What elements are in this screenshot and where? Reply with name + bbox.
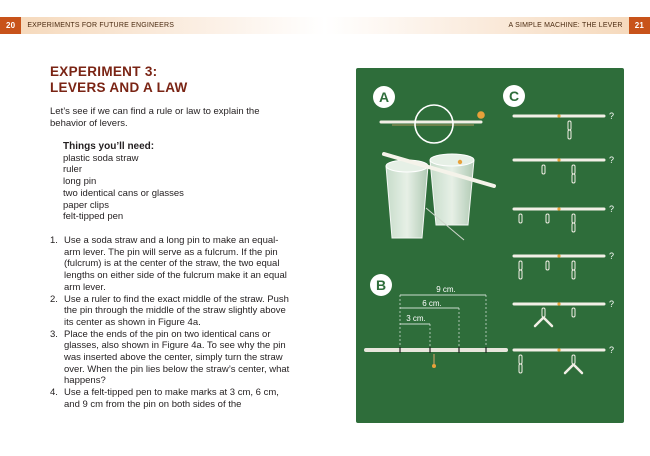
dimension-9cm-label: 9 cm.	[436, 285, 456, 294]
paper-clip-icon	[572, 165, 575, 174]
fulcrum-pin-head	[557, 254, 560, 257]
paper-clip-icon	[519, 270, 522, 279]
paper-clip-icon	[572, 261, 575, 270]
paper-clip-icon	[572, 214, 575, 223]
figure-4-illustration	[356, 68, 624, 423]
question-mark: ?	[609, 251, 615, 261]
paper-clip-icon	[572, 223, 575, 232]
procedure-step	[50, 329, 290, 388]
fulcrum-pin-head	[557, 348, 560, 351]
material-item: long pin	[63, 176, 97, 188]
paper-clip-icon	[572, 174, 575, 183]
question-mark: ?	[609, 155, 615, 165]
panel-b	[366, 274, 506, 368]
materials-list	[63, 141, 184, 223]
material-item: plastic soda straw	[63, 152, 139, 164]
paper-clip-icon	[568, 121, 571, 130]
intro-paragraph: Let’s see if we can find a rule or law to explain the behavior of levers.	[50, 106, 260, 129]
paper-clip-icon	[572, 355, 575, 364]
paper-clip-icon	[568, 130, 571, 139]
left-page-header	[0, 17, 325, 34]
step-text: Use a soda straw and a long pin to make an equal-arm lever. The pin will serve as a fulcrum. If the pin (fulcrum) is at the center of the straw, the two equal lengths on either side of the fulcrum make it an equal arm lever.	[64, 235, 287, 293]
material-item: two identical cans or glasses	[63, 187, 184, 199]
panel-a	[373, 86, 494, 240]
paper-clip-icon	[572, 308, 575, 317]
dimension-3cm-label: 3 cm.	[406, 314, 426, 323]
label-b: B	[375, 277, 387, 293]
left-page-number: 20	[0, 17, 21, 34]
panel-c	[503, 85, 614, 373]
material-item: ruler	[63, 164, 83, 176]
right-page-header	[325, 17, 650, 34]
fulcrum-pin-head	[557, 114, 560, 117]
label-c: C	[508, 88, 520, 104]
paper-clip-pair-icon	[535, 318, 552, 326]
step-number: 3.	[50, 328, 58, 340]
paper-clip-icon	[546, 261, 549, 270]
material-item: felt-tipped pen	[63, 211, 124, 223]
pin-head-small	[458, 160, 462, 164]
dimension-6cm-label: 6 cm.	[422, 299, 442, 308]
right-glass-rim	[430, 154, 474, 166]
step-number: 2.	[50, 293, 58, 305]
question-mark: ?	[609, 299, 615, 309]
paper-clip-icon	[542, 165, 545, 174]
fulcrum-pin-head	[557, 158, 560, 161]
procedure-step	[50, 387, 290, 410]
paper-clip-icon	[519, 214, 522, 223]
experiment-title	[50, 64, 188, 96]
experiment-title-line2: LEVERS AND A LAW	[50, 80, 188, 95]
paper-clip-icon	[519, 364, 522, 373]
pin-head	[477, 111, 485, 119]
experiment-title-line1: EXPERIMENT 3:	[50, 64, 158, 79]
question-mark: ?	[609, 204, 615, 214]
figure-svg	[356, 68, 624, 423]
fulcrum-pin-head	[557, 207, 560, 210]
procedure-step	[50, 235, 290, 294]
material-item: paper clips	[63, 199, 109, 211]
fulcrum-pin-head	[557, 302, 560, 305]
left-glass	[386, 166, 428, 238]
step-number: 4.	[50, 387, 58, 399]
step-text: Place the ends of the pin on two identical cans or glasses, also shown in Figure 4a. To see why the pin was inserted above the center, simply turn the straw over. When the pin lies below the straw’s center, what happens?	[64, 328, 290, 387]
right-header-title: A SIMPLE MACHINE: THE LEVER	[508, 22, 623, 29]
paper-clip-icon	[519, 355, 522, 364]
step-number: 1.	[50, 235, 58, 246]
fulcrum-pin-head	[432, 364, 436, 368]
paper-clip-icon	[542, 308, 545, 317]
label-a: A	[378, 89, 390, 105]
paper-clip-icon	[546, 214, 549, 223]
question-mark: ?	[609, 111, 615, 121]
paper-clip-icon	[572, 270, 575, 279]
magnifier-circle	[415, 105, 453, 143]
step-text: Use a felt-tipped pen to make marks at 3 cm, 6 cm, and 9 cm from the pin on both sides of the	[64, 387, 279, 410]
materials-title: Things you’ll need:	[63, 141, 155, 152]
right-page-number: 21	[629, 17, 650, 34]
question-mark: ?	[609, 345, 615, 355]
left-header-title: EXPERIMENTS FOR FUTURE ENGINEERS	[27, 22, 175, 29]
paper-clip-pair-icon	[565, 365, 582, 373]
paper-clip-icon	[519, 261, 522, 270]
procedure-steps	[50, 235, 290, 411]
procedure-step	[50, 294, 290, 329]
step-text: Use a ruler to find the exact middle of the straw. Push the pin through the middle of the straw slightly above its center as shown in Figure 4a.	[64, 293, 289, 328]
